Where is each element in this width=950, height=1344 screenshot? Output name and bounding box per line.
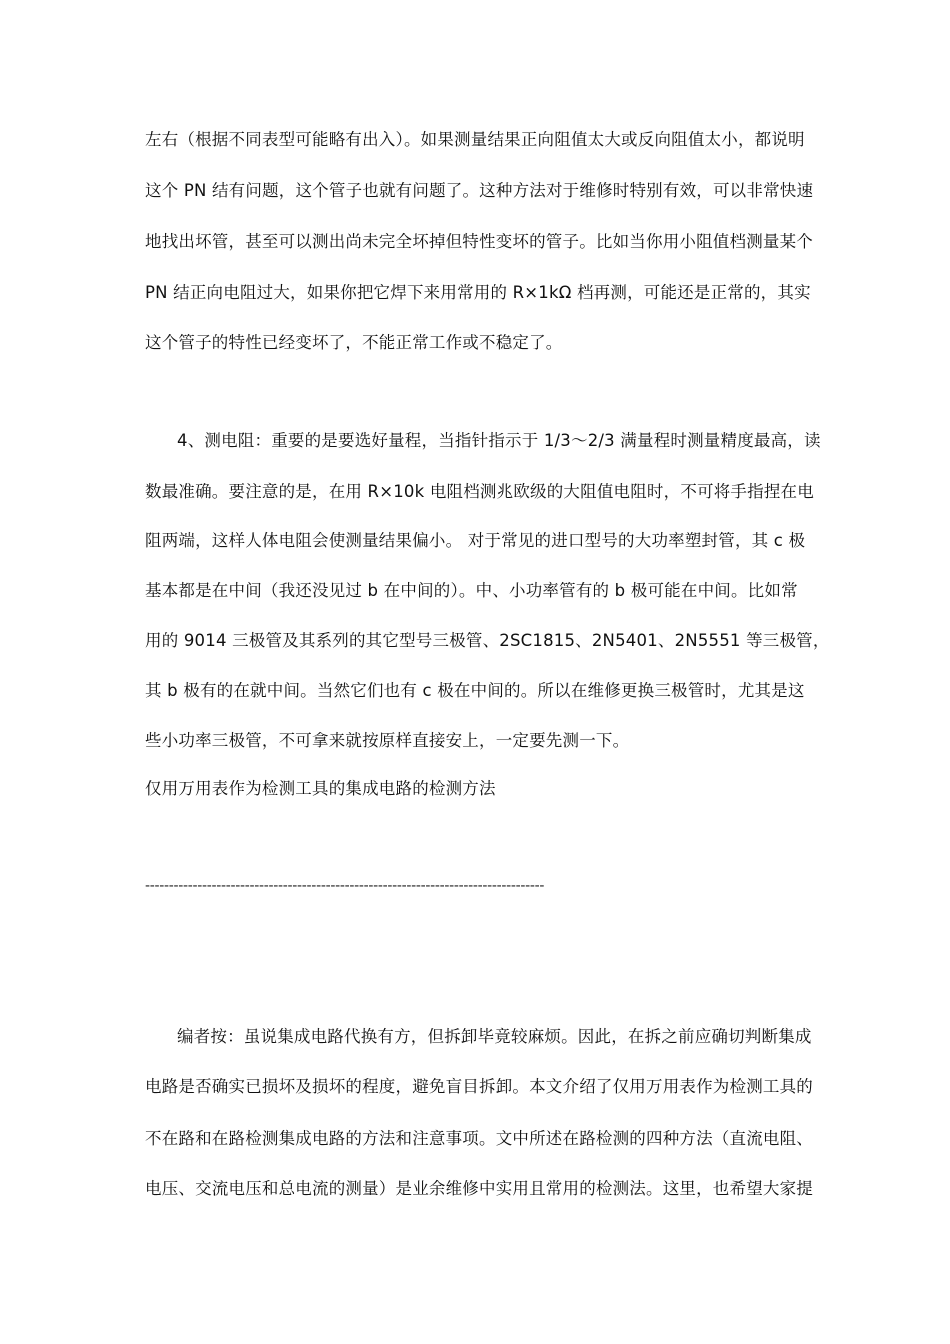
text-line: 用的 9014 三极管及其系列的其它型号三极管、2SC1815、2N5401、2N5551 等三极管， xyxy=(145,631,830,650)
text-line: 4、测电阻：重要的是要选好量程，当指针指示于 1/3～2/3 满量程时测量精度最高，读 xyxy=(177,431,821,450)
text-line: 电路是否确实已损坏及损坏的程度，避免盲目拆卸。本文介绍了仅用万用表作为检测工具的 xyxy=(145,1077,813,1096)
text-line: 编者按：虽说集成电路代换有方，但拆卸毕竟较麻烦。因此，在拆之前应确切判断集成 xyxy=(177,1027,812,1046)
text-line: PN 结正向电阻过大，如果你把它焊下来用常用的 R×1kΩ 档再测，可能还是正常的，其实 xyxy=(145,283,811,302)
text-line: 数最准确。要注意的是，在用 R×10k 电阻档测兆欧级的大阻值电阻时，不可将手指捏在电 xyxy=(145,482,814,501)
text-line: 电压、交流电压和总电流的测量）是业余维修中实用且常用的检测法。这里，也希望大家提 xyxy=(145,1179,813,1198)
dashed-divider: ------------------------------------------------------------------------------------ xyxy=(145,878,545,894)
text-line: 阻两端，这样人体电阻会使测量结果偏小。 对于常见的进口型号的大功率塑封管，其 c 极 xyxy=(145,531,806,550)
text-line: 这个管子的特性已经变坏了，不能正常工作或不稳定了。 xyxy=(145,333,563,352)
section-title: 仅用万用表作为检测工具的集成电路的检测方法 xyxy=(145,779,496,798)
text-line: 不在路和在路检测集成电路的方法和注意事项。文中所述在路检测的四种方法（直流电阻、 xyxy=(145,1129,813,1148)
text-line: 左右（根据不同表型可能略有出入）。如果测量结果正向阻值太大或反向阻值太小，都说明 xyxy=(145,130,805,149)
text-line: 基本都是在中间（我还没见过 b 在中间的）。中、小功率管有的 b 极可能在中间。比如常 xyxy=(145,581,798,600)
text-line: 地找出坏管，甚至可以测出尚未完全坏掉但特性变坏的管子。比如当你用小阻值档测量某个 xyxy=(145,232,813,251)
text-line: 这个 PN 结有问题，这个管子也就有问题了。这种方法对于维修时特别有效，可以非常快速 xyxy=(145,181,814,200)
text-line: 些小功率三极管，不可拿来就按原样直接安上，一定要先测一下。 xyxy=(145,731,630,750)
text-line: 其 b 极有的在就中间。当然它们也有 c 极在中间的。所以在维修更换三极管时，尤其是这 xyxy=(145,681,805,700)
